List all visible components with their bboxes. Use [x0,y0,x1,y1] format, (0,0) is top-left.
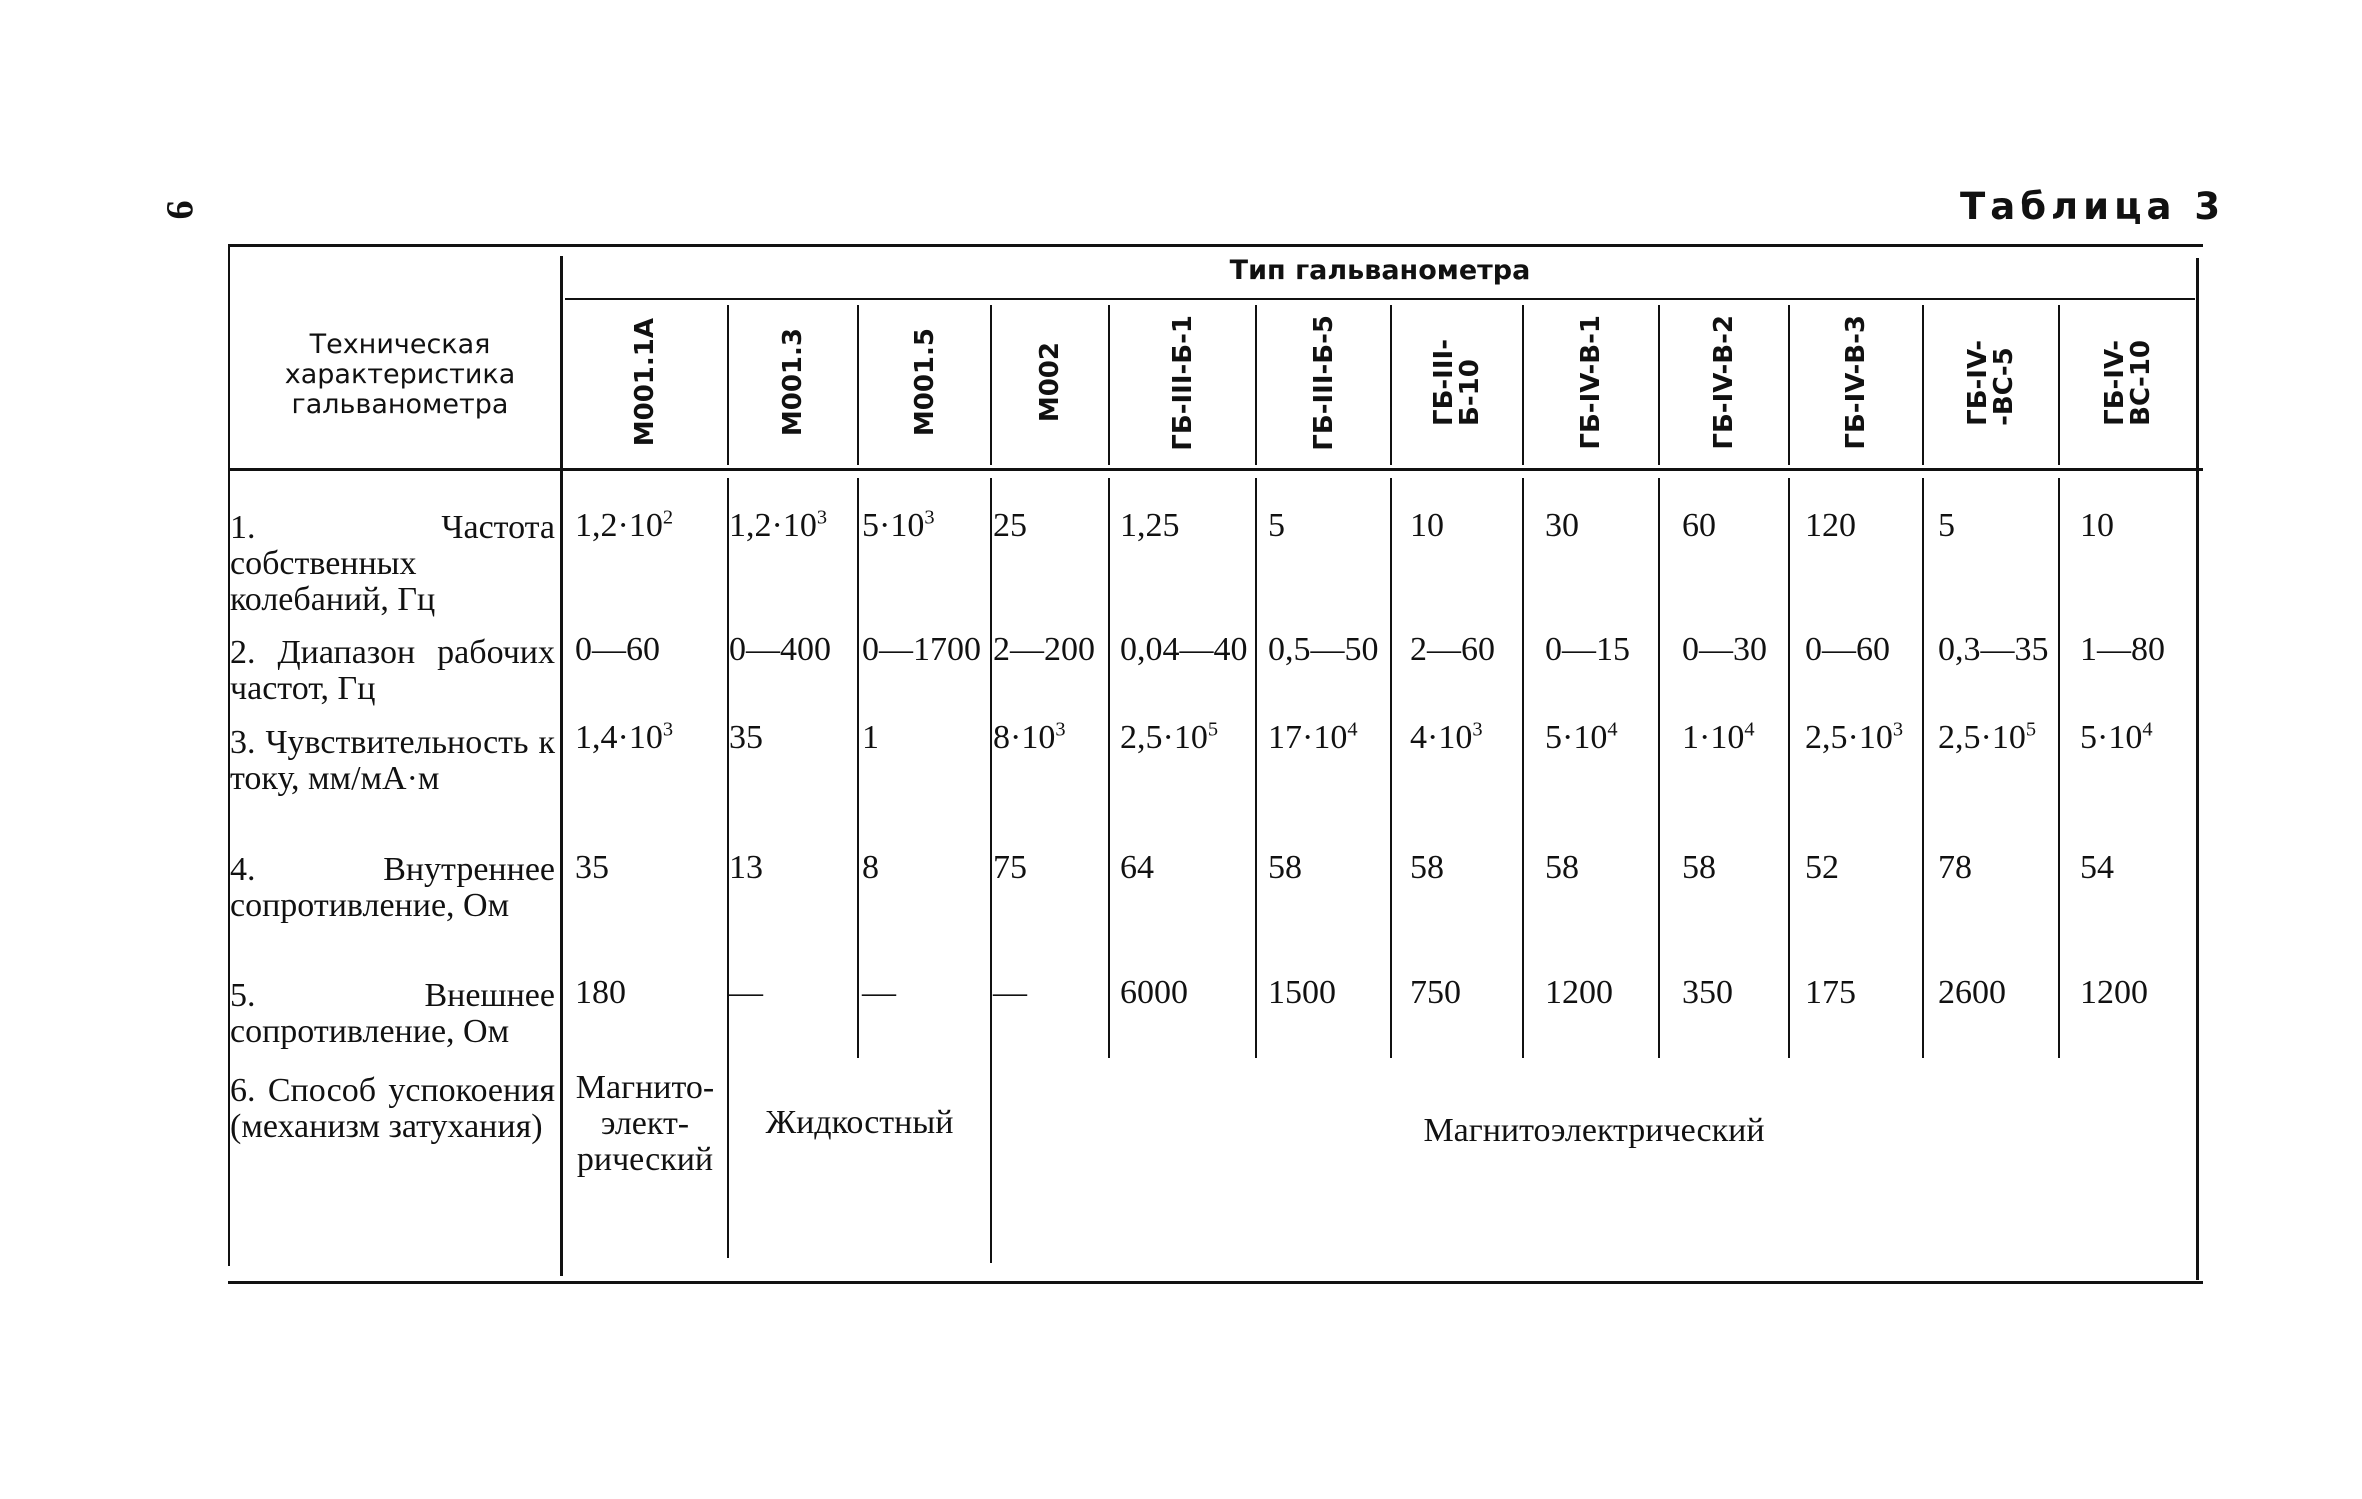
table-cell: 350 [1682,974,1733,1011]
table-cell: 64 [1120,849,1154,886]
column-header: М001.5 [909,328,940,437]
table-cell: 58 [1410,849,1444,886]
table-cell: 1,25 [1120,507,1180,544]
column-header: ГБ-IV-В-2 [1709,315,1739,450]
damping-cell-magnetoelectric-short: Магнито- элект- рический [575,1069,715,1178]
row-label-internal-resistance: 4. Внутреннее сопротивление, Ом [230,851,555,924]
table-cell: 1 [862,719,879,756]
table-cell: 60 [1682,507,1716,544]
column-header: ГБ-IV- ВС-10 [2100,339,2156,426]
table-cell: 58 [1545,849,1579,886]
characteristic-header: Техническая характеристика гальванометра [284,329,516,420]
table-cell: 0—15 [1545,631,1630,668]
table-cell: 0—60 [575,631,660,668]
table-cell: 1200 [1545,974,1613,1011]
damping-cell-magnetoelectric: Магнитоэлектрический [1423,1112,1765,1149]
table-cell: $1,2\cdot 10^2$ [575,506,674,544]
column-header: ГБ-III- Б-10 [1429,339,1485,426]
column-header: ГБ-III-Б-5 [1308,314,1339,451]
table-cell: 58 [1682,849,1716,886]
table-cell: 0—1700 [862,631,981,668]
column-header: ГБ-IV- -ВС-5 [1963,339,2019,426]
table-cell: — [729,974,763,1011]
table-cell: 0,3—35 [1938,631,2049,668]
table-cell: $5\cdot 10^3$ [862,506,935,544]
table-cell: 6000 [1120,974,1188,1011]
damping-cell-liquid: Жидкостный [765,1104,954,1141]
table-cell: $2,5\cdot 10^5$ [1120,718,1219,756]
table-cell: 0,04—40 [1120,631,1248,668]
column-header: ГБ-III-Б-1 [1167,314,1198,451]
table-cell: 750 [1410,974,1461,1011]
table-cell: $8\cdot 10^3$ [993,718,1066,756]
column-header: М002 [1035,342,1065,423]
table-cell: 5 [1938,507,1955,544]
table-title: Таблица 3 [1960,185,2226,228]
table-cell: 2—200 [993,631,1095,668]
row-label-external-resistance: 5. Внешнее сопротивление, Ом [230,977,555,1050]
column-header: ГБ-IV-В-1 [1576,315,1606,450]
column-header: ГБ-IV-В-3 [1841,315,1871,450]
table-cell: $1\cdot 10^4$ [1682,718,1755,756]
table-cell: 0—30 [1682,631,1767,668]
table-cell: $2,5\cdot 10^3$ [1805,718,1904,756]
table-cell: 54 [2080,849,2114,886]
table-cell: 52 [1805,849,1839,886]
table-cell: 0—60 [1805,631,1890,668]
row-label-natural-frequency: 1. Частота собственных колебаний, Гц [230,509,555,618]
table-cell: 5 [1268,507,1285,544]
table-cell: 0—400 [729,631,831,668]
table-cell: 1—80 [2080,631,2165,668]
table-cell: 75 [993,849,1027,886]
table-cell: 2—60 [1410,631,1495,668]
table-cell: 180 [575,974,626,1011]
table-cell: 120 [1805,507,1856,544]
table-cell: 175 [1805,974,1856,1011]
table-cell: 0,5—50 [1268,631,1379,668]
table-cell: — [993,974,1027,1011]
table-cell: $17\cdot 10^4$ [1268,718,1358,756]
table-cell: 1500 [1268,974,1336,1011]
table-cell: $5\cdot 10^4$ [1545,718,1618,756]
table-cell: 8 [862,849,879,886]
table-cell: $2,5\cdot 10^5$ [1938,718,2037,756]
table-cell: 35 [575,849,609,886]
table-cell: 78 [1938,849,1972,886]
table-cell: 10 [2080,507,2114,544]
table-cell: 35 [729,719,763,756]
column-header: М001.3 [778,328,808,437]
table-cell: — [862,974,896,1011]
table-cell: 13 [729,849,763,886]
table-cell: $1,4\cdot 10^3$ [575,718,674,756]
row-label-sensitivity: 3. Чувствительность к току, мм/мА·м [230,724,555,797]
table-cell: 25 [993,507,1027,544]
row-label-frequency-range: 2. Диапазон рабочих частот, Гц [230,634,555,707]
table-cell: 58 [1268,849,1302,886]
table-cell: $1,2\cdot 10^3$ [729,506,828,544]
row-label-damping-method: 6. Способ успокоения (механизм затухания) [230,1072,555,1145]
table-cell: 10 [1410,507,1444,544]
table-cell: 2600 [1938,974,2006,1011]
galvanometer-type-header: Тип гальванометра [1229,255,1531,286]
table-cell: $5\cdot 10^4$ [2080,718,2153,756]
table-cell: 1200 [2080,974,2148,1011]
column-header: М001.1А [630,318,660,447]
table-cell: $4\cdot 10^3$ [1410,718,1483,756]
page-number: 9 [158,200,201,220]
table-cell: 30 [1545,507,1579,544]
